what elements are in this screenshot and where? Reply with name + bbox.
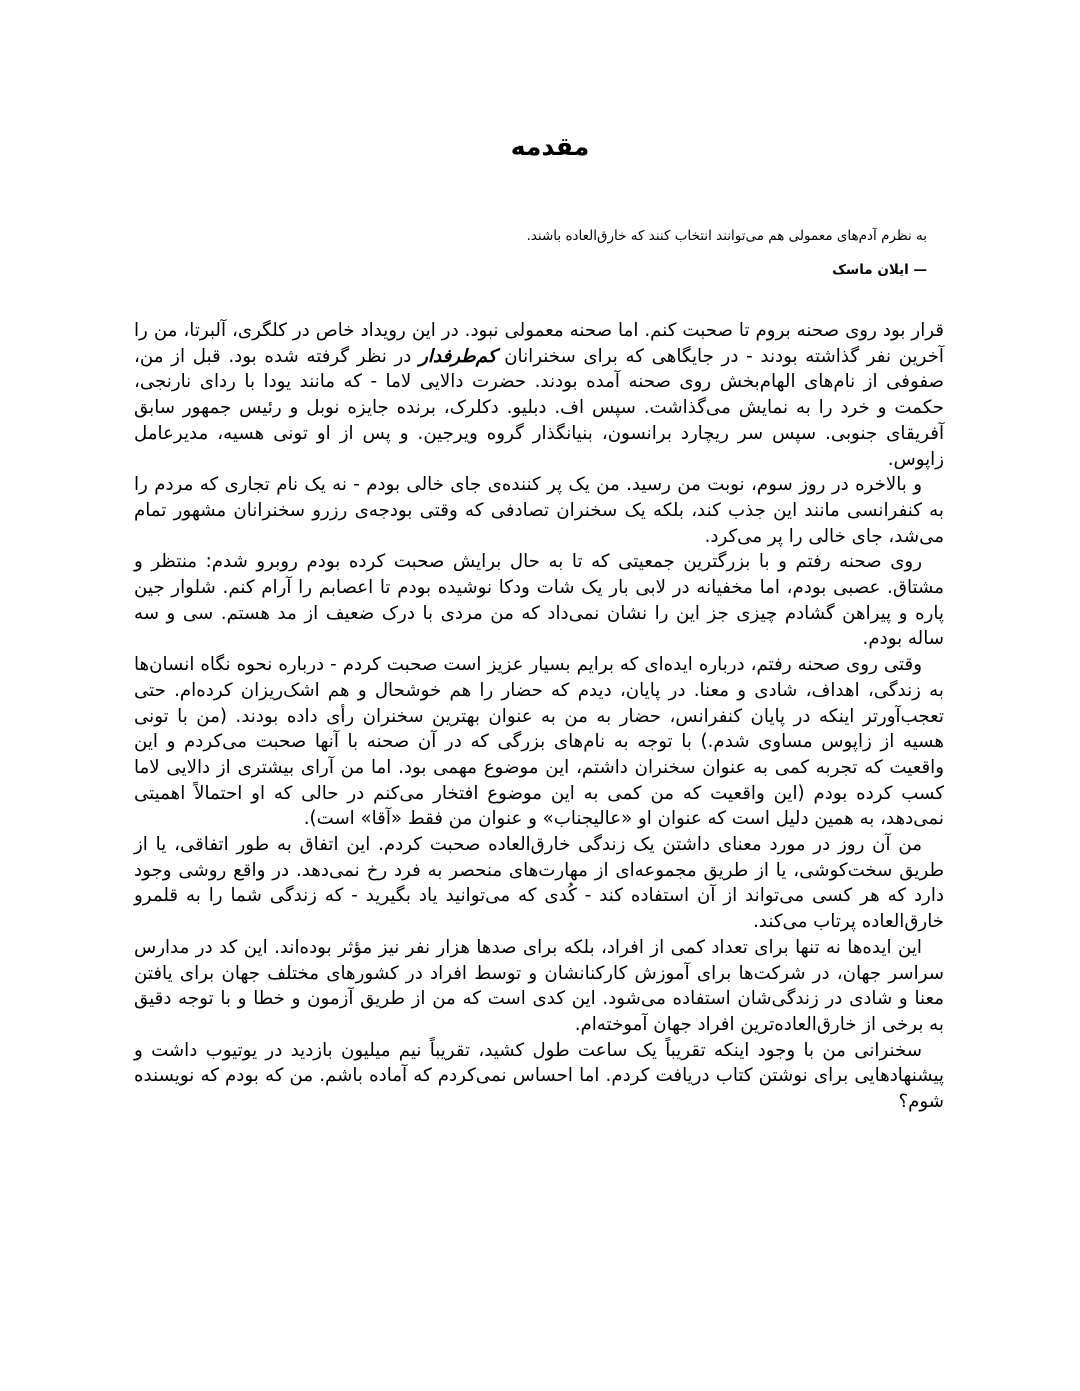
paragraph: من آن روز در مورد معنای داشتن یک زندگی خارق‌العاده صحبت کردم. این اتفاق به طور اتفاقی، یا از طریق سخت‌کوشی، یا از طریق مجموعه‌ای از مهارت‌های منحصر به فرد رخ نمی‌دهد. در واقع روشی وجود دارد که هر کسی می‌تواند از آن استفاده کند - کُدی که می‌توانید یاد بگیرید - که زندگی شما را به قلمرو خارق‌العاده پرتاب می‌کند. [134,834,944,933]
emphasis-text: کم‌طرفدار [419,345,497,367]
paragraph: وقتی روی صحنه رفتم، درباره ایده‌ای که برایم بسیار عزیز است صحبت کردم - درباره نحوه نگاه انسان‌ها به زندگی، اهداف، شادی و معنا. در پایان، دیدم که حضار را هم خوشحال و هم اشک‌ریزان کرده‌ام. حتی تعجب‌آورتر اینکه در پایان کنفرانس، حضار به من به عنوان بهترین سخنران رأی داده بودند. (من با تونی هسیه از زاپوس مساوی شدم.) با توجه به نام‌های بزرگی که در آن صحنه با آنها صحبت می‌کردم و این واقعیت که تجربه کمی به عنوان سخنران داشتم، این موضوع مهمی بود. اما من آرای بیشتری از دالایی لاما کسب کرده بودم (این واقعیت که من کمی به این موضوع افتخار می‌کنم در حالی که او احتمالاً اهمیتی نمی‌دهد، به همین دلیل است که عنوان او «عالیجناب» و عنوان من فقط «آقا» است). [134,654,944,830]
paragraph [134,318,944,472]
epigraph-quote: به نظرم آدم‌های معمولی هم می‌توانند انتخاب کنند که خارق‌العاده باشند. [526,228,927,244]
paragraph: و بالاخره در روز سوم، نوبت من رسید. من یک پر کننده‌ی جای خالی بودم - نه یک نام تجاری که مردم را به کنفرانسی مانند این جذب کند، بلکه یک سخنران تصادفی که وقتی بودجه‌ی رزرو سخنرانان مشهور تمام می‌شد، جای خالی را پر می‌کرد. [134,474,944,547]
epigraph-attribution: — ایلان ماسک [832,262,927,278]
body-text [134,318,944,1115]
paragraph-text: در نظر گرفته شده بود. قبل از من، صفوفی از نام‌های الهام‌بخش روی صحنه آمده بودند. حضرت دالایی لاما - که مانند یودا با ردای نارنجی، حکمت و خرد را به نمایش می‌گذاشت. سپس اف. دبلیو. دکلرک، برنده جایزه نوبل و رئیس جمهور سابق آفریقای جنوبی. سپس سر ریچارد برانسون، بنیانگذار گروه ویرجین. و پس از او تونی هسیه، مدیرعامل زاپوس. [134,345,944,470]
paragraph: سخنرانی من با وجود اینکه تقریباً یک ساعت طول کشید، تقریباً نیم میلیون بازدید در یوتیوب داشت و پیشنهادهایی برای نوشتن کتاب دریافت کردم. اما احساس نمی‌کردم که آماده باشم. من که بودم که نویسنده شوم؟ [134,1039,944,1113]
paragraph: روی صحنه رفتم و با بزرگترین جمعیتی که تا به حال برایش صحبت کرده بودم روبرو شدم: منتظر و مشتاق. عصبی بودم، اما مخفیانه در لابی بار یک شات ودکا نوشیده بودم تا اعصابم را آرام کنم. شلوار جین پاره و پیراهن گشادم چیزی جز این را نشان نمی‌داد که من مردی با درک ضعیف از مد هستم. سی و سه ساله بودم. [134,551,944,650]
paragraph: این ایده‌ها نه تنها برای تعداد کمی از افراد، بلکه برای صدها هزار نفر نیز مؤثر بوده‌اند. این کد در مدارس سراسر جهان، در شرکت‌ها برای آموزش کارکنانشان و توسط افراد در کشورهای مختلف جهان برای یافتن معنا و شادی در زندگی‌شان استفاده می‌شود. این کدی است که من از طریق آزمون و خطا و با توجه دقیق به برخی از خارق‌العاده‌ترین افراد جهان آموخته‌ام. [134,936,944,1035]
chapter-title: مقدمه [510,132,590,161]
paragraph-text: قرار بود روی صحنه بروم تا صحبت کنم. اما صحنه معمولی نبود. در این رویداد خاص در کلگری، آلبرتا، من را آخرین نفر گذاشته بودند - در جایگاهی که برای سخنرانان [134,320,944,367]
